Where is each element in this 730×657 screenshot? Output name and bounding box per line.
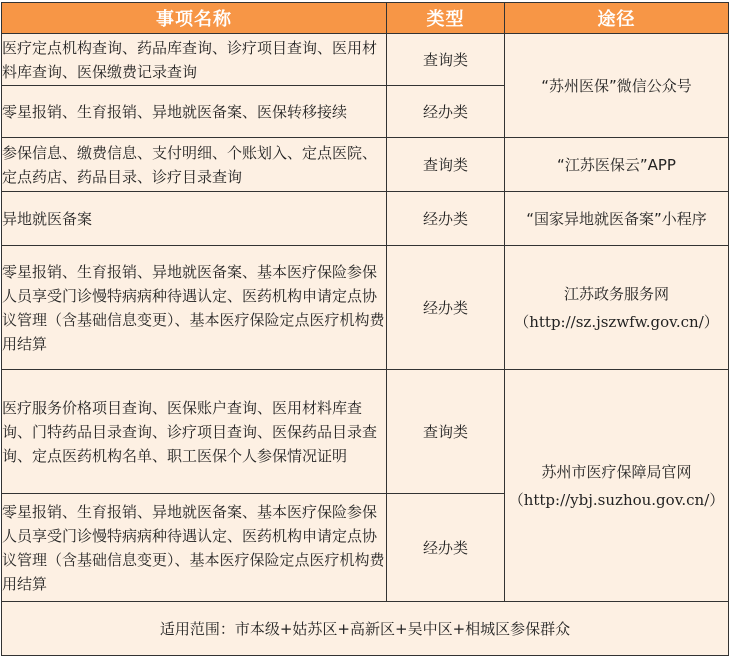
table-row	[2, 192, 729, 246]
channel-name: “苏州医保”微信公众号	[541, 76, 692, 95]
item-cell: 医疗服务价格项目查询、医保账户查询、医用材料库查询、门特药品目录查询、诊疗项目查询、医保药品目录查询、定点医药机构名单、职工医保个人参保情况证明	[2, 370, 387, 494]
item-cell: 异地就医备案	[2, 192, 387, 246]
type-cell: 查询类	[387, 370, 505, 494]
channel-name: 江苏政务服务网	[563, 284, 669, 303]
item-cell: 零星报销、生育报销、异地就医备案、基本医疗保险参保人员享受门诊慢特病病种待遇认定、医药机构申请定点协议管理（含基础信息变更）、基本医疗保险定点医疗机构费用结算	[2, 494, 387, 602]
header-row	[2, 3, 729, 34]
channel-cell	[505, 34, 729, 138]
table-row	[2, 246, 729, 370]
services-table	[1, 2, 729, 656]
type-cell: 经办类	[387, 246, 505, 370]
item-cell: 零星报销、生育报销、异地就医备案、医保转移接续	[2, 86, 387, 138]
table-row	[2, 370, 729, 494]
table-row	[2, 34, 729, 86]
channel-name: 苏州市医疗保障局官网	[541, 462, 692, 481]
type-cell: 经办类	[387, 86, 505, 138]
channel-cell	[505, 138, 729, 192]
header-channel: 途径	[505, 3, 729, 34]
type-cell: 经办类	[387, 192, 505, 246]
item-cell: 医疗定点机构查询、药品库查询、诊疗项目查询、医用材料库查询、医保缴费记录查询	[2, 34, 387, 86]
type-cell: 查询类	[387, 138, 505, 192]
type-cell: 经办类	[387, 494, 505, 602]
item-cell: 零星报销、生育报销、异地就医备案、基本医疗保险参保人员享受门诊慢特病病种待遇认定、医药机构申请定点协议管理（含基础信息变更）、基本医疗保险定点医疗机构费用结算	[2, 246, 387, 370]
type-cell: 查询类	[387, 34, 505, 86]
header-type: 类型	[387, 3, 505, 34]
scope-note: 适用范围：市本级+姑苏区+高新区+吴中区+相城区参保群众	[2, 602, 729, 656]
channel-name: “江苏医保云”APP	[557, 155, 676, 174]
footer-row	[2, 602, 729, 656]
channel-cell	[505, 192, 729, 246]
header-item: 事项名称	[2, 3, 387, 34]
channel-name: “国家异地就医备案”小程序	[526, 209, 707, 228]
item-cell: 参保信息、缴费信息、支付明细、个账划入、定点医院、定点药店、药品目录、诊疗目录查询	[2, 138, 387, 192]
channel-url[interactable]: （http://sz.jszwfw.gov.cn/）	[514, 312, 719, 331]
channel-cell	[505, 246, 729, 370]
channel-cell	[505, 370, 729, 602]
table-row	[2, 138, 729, 192]
channel-url[interactable]: （http://ybj.suzhou.gov.cn/）	[508, 490, 725, 509]
